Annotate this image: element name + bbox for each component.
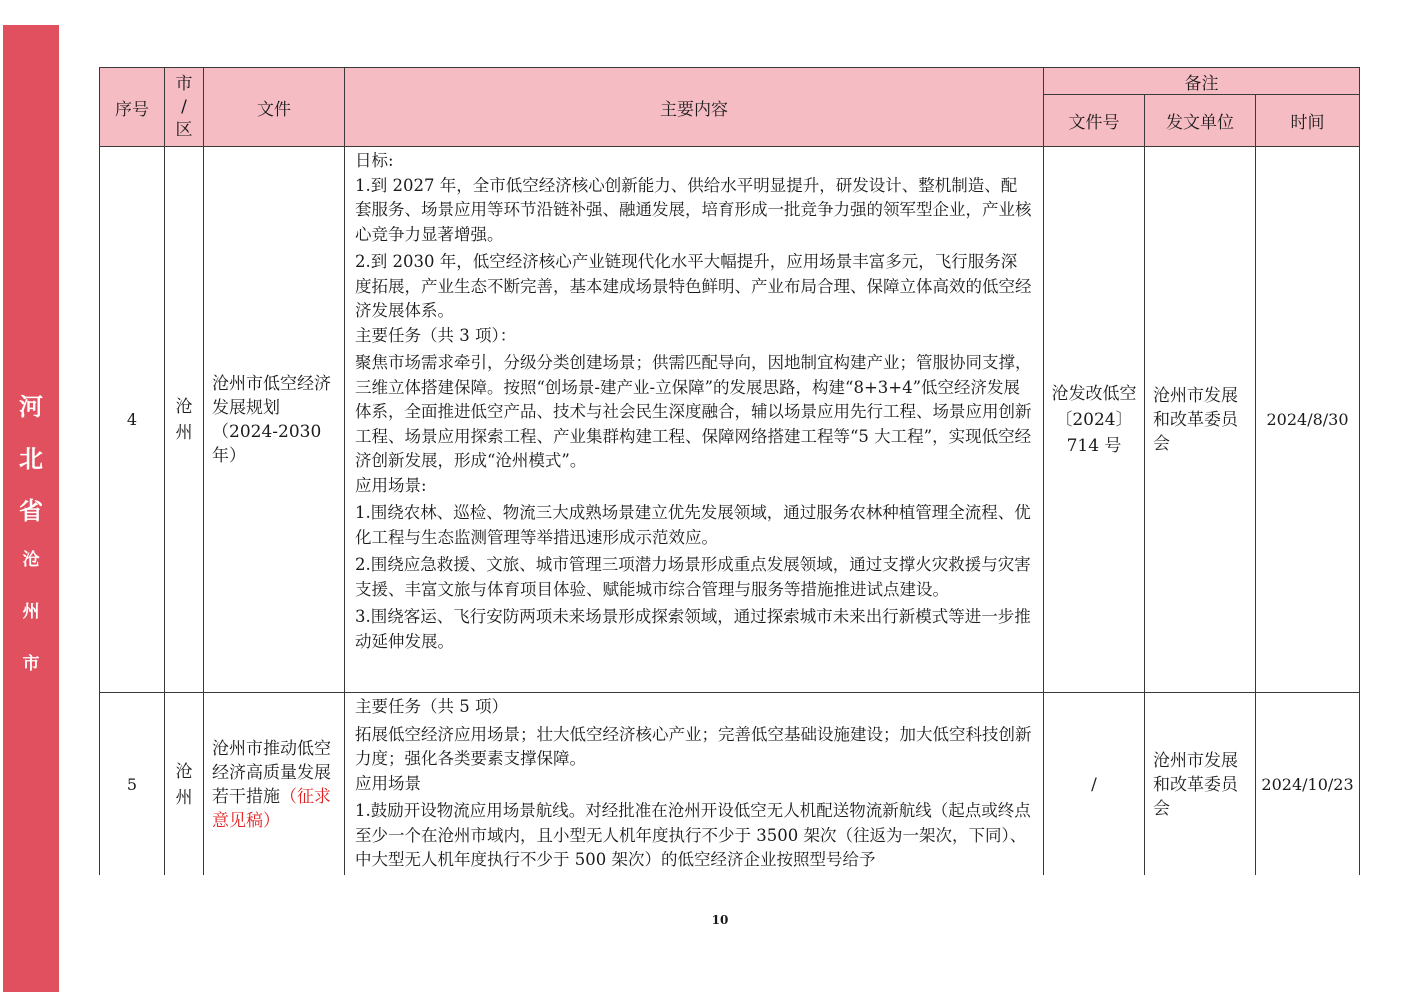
city-char: 沧 [175,761,193,782]
sidebar-char: 省 [19,497,43,525]
sidebar-city [3,545,59,701]
header-city-district [165,68,204,147]
content-paragraph: 2.围绕应急救援、文旅、城市管理三项潜力场景形成重点发展领域，通过支撑火灾救援与灾害支援、丰富文旅与体育项目体验、赋能城市综合管理与服务等措施推进试点建设。 [355,555,1031,599]
content-paragraph: 1.鼓励开设物流应用场景航线。对经批准在沧州开设低空无人机配送物流新航线（起点或终点至少一个在沧州市域内，且小型无人机年度执行不少于 3500 架次（往返为一架次，下同）、中大型无人机年度执行不少于 500 架次）的低空经济企业按照型号给予 [355,801,1031,869]
content-paragraph: 拓展低空经济应用场景；壮大低空经济核心产业；完善低空基础设施建设；加大低空科技创新力度；强化各类要素支撑保障。 [355,724,1032,768]
header-document: 文件 [204,68,345,147]
sidebar-char: 河 [19,393,43,421]
table-row [100,147,1360,693]
content-paragraph: 应用场景: [355,475,427,495]
table-viewport [99,67,1361,875]
header-char: / [181,96,187,117]
city-char: 州 [175,787,193,808]
row-seq: 5 [100,693,165,876]
header-remarks: 备注 [1044,68,1360,95]
doc-name-text: 沧州市推动低空经济高质量发展若干措施 [212,738,331,807]
sidebar-char: 州 [22,602,40,622]
row-doc-name: 沧州市低空经济发展规划（2024-2030年） [204,147,345,693]
content-paragraph: 1.到 2027 年，全市低空经济核心创新能力、供给水平明显提升，研发设计、整机制造、配套服务、场景应用等环节沿链补强、融通发展，培育形成一批竞争力强的领军型企业，产业核心竞争力显著增强。 [355,175,1032,244]
content-paragraph: 3.围绕客运、飞行安防两项未来场景形成探索领域，通过探索城市未来出行新模式等进一步推动延伸发展。 [355,607,1031,651]
city-char: 州 [175,422,193,443]
content-paragraph: 应用场景 [355,773,421,793]
row-doc-number: / [1044,693,1145,876]
sidebar-band [3,25,59,992]
row-issuer: 沧州市发展和改革委员会 [1145,693,1256,876]
row-city [165,147,204,693]
header-doc-number: 文件号 [1044,95,1145,147]
row-main-content [345,693,1044,876]
row-seq: 4 [100,147,165,693]
header-main-content: 主要内容 [345,68,1044,147]
header-char: 区 [175,119,193,140]
content-paragraph: 聚焦市场需求牵引，分级分类创建场景；供需匹配导向，因地制宜构建产业；管服协同支撑，三维立体搭建保障。按照“创场景-建产业-立保障”的发展思路，构建“8+3+4”低空经济发展体系，全面推进低空产品、技术与社会民生深度融合，辅以场景应用先行工程、场景应用创新工程、场景应用探索工程、产业集群构建工程、保障网络搭建工程等“5 大工程”，实现低空经济创新发展，形成“沧州模式”。 [355,353,1032,470]
content-paragraph: 主要任务（共 3 项）： [355,325,517,345]
sidebar-province [3,387,59,543]
row-main-content [345,147,1044,693]
row-date: 2024/8/30 [1256,147,1360,693]
header-issuer: 发文单位 [1145,95,1256,147]
policy-table [99,67,1360,875]
row-city [165,693,204,876]
sidebar-char: 市 [22,654,40,674]
table-row [100,693,1360,876]
header-char: 市 [175,73,193,94]
draft-note: （征求意见稿） [212,786,331,831]
header-date: 时间 [1256,95,1360,147]
page-number: 10 [711,913,729,927]
sidebar-char: 北 [19,445,43,473]
row-date: 2024/10/23 [1256,693,1360,876]
city-char: 沧 [175,396,193,417]
row-doc-number: 沧发改低空〔2024〕714 号 [1044,147,1145,693]
content-paragraph: 日标: [355,151,394,170]
row-doc-name [204,693,345,876]
content-paragraph: 主要任务（共 5 项） [355,697,508,716]
sidebar-char: 沧 [22,550,40,570]
row-issuer: 沧州市发展和改革委员会 [1145,147,1256,693]
content-paragraph: 2.到 2030 年，低空经济核心产业链现代化水平大幅提升，应用场景丰富多元，飞行服务深度拓展，产业生态不断完善，基本建成场景特色鲜明、产业布局合理、保障立体高效的低空经济发展体系。 [355,252,1032,320]
table-header [100,68,1360,147]
content-paragraph: 1.围绕农林、巡检、物流三大成熟场景建立优先发展领域，通过服务农林种植管理全流程、优化工程与生态监测管理等举措迅速形成示范效应。 [355,503,1031,547]
header-seq: 序号 [100,68,165,147]
